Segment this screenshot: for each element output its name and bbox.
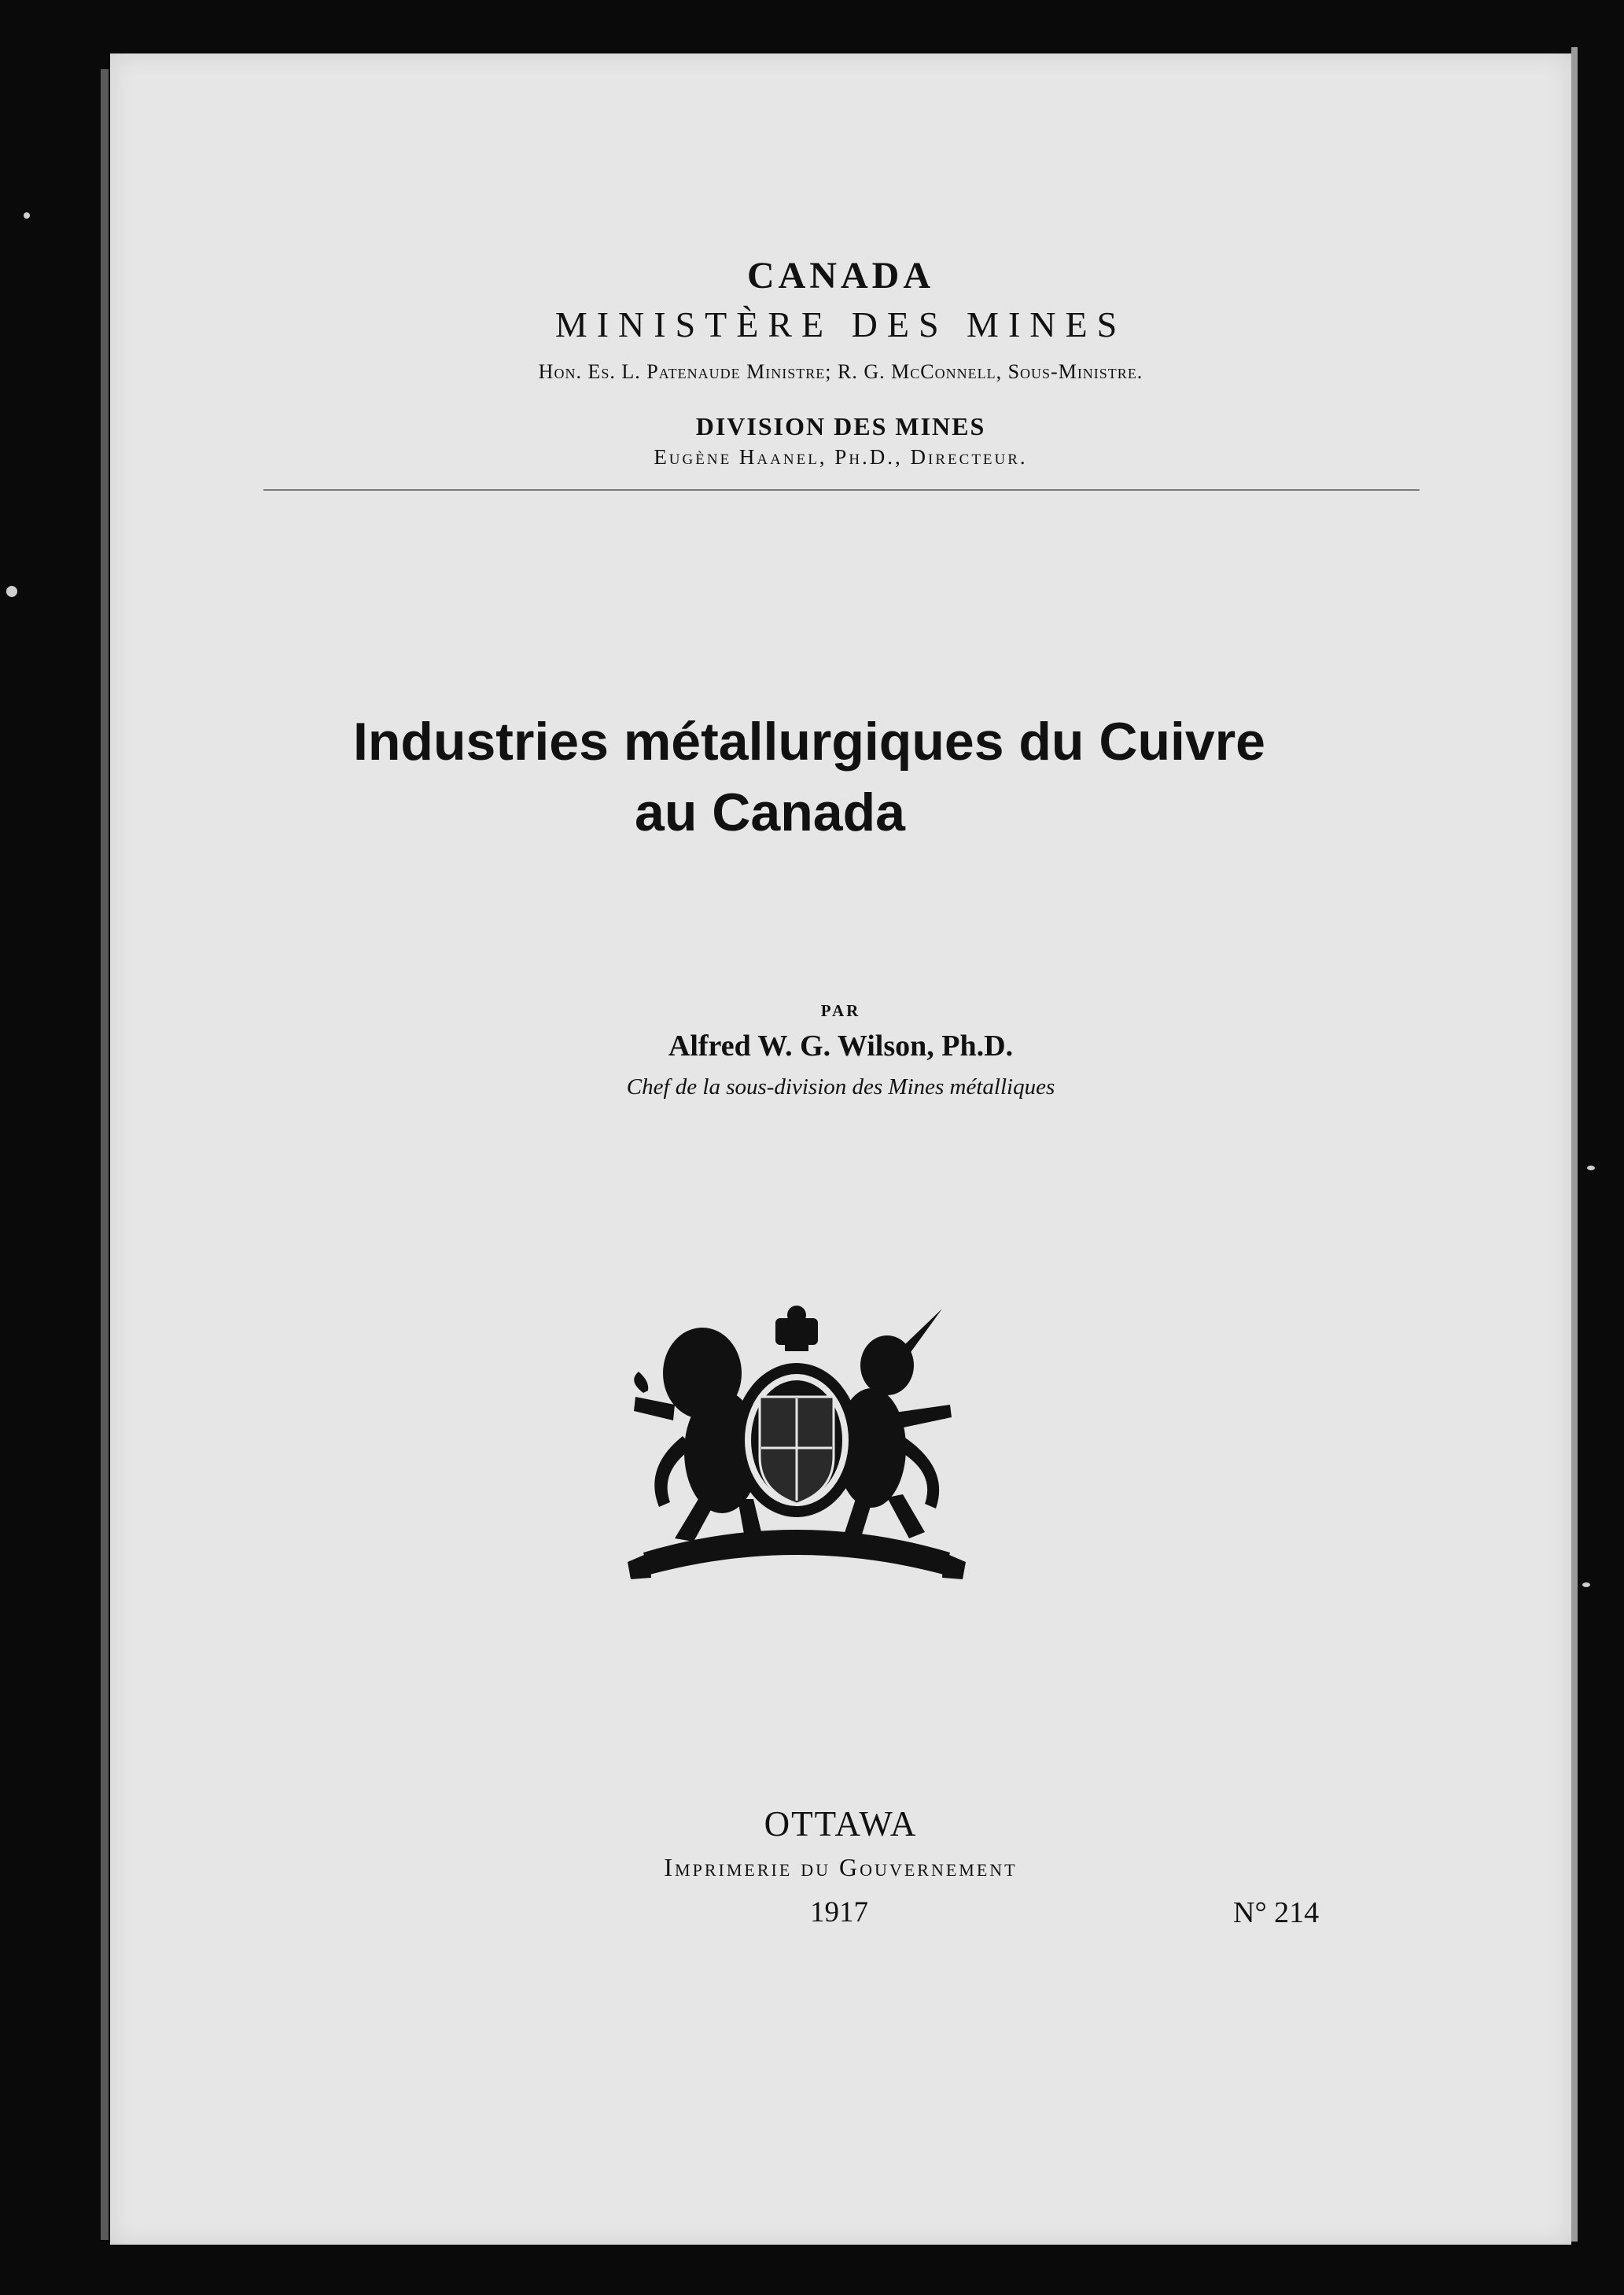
officials-line: Hon. Es. L. Patenaude Ministre; R. G. McConnell, Sous-Ministre.	[538, 360, 1143, 383]
division-heading: DIVISION DES MINES	[695, 412, 986, 440]
director-line: Eugène Haanel, Ph.D., Directeur.	[654, 445, 1028, 469]
film-speck	[1582, 1582, 1590, 1587]
document-page	[110, 53, 1571, 2245]
ministry-heading: MINISTÈRE DES MINES	[554, 304, 1127, 344]
publication-number: N° 214	[1233, 1896, 1320, 1929]
document-title-line-1: Industries métallurgiques du Cuivre	[352, 712, 1266, 772]
film-speck	[1587, 1166, 1595, 1170]
imprint-city: OTTAWA	[764, 1804, 918, 1844]
country-heading: CANADA	[747, 255, 934, 297]
page-edge-right	[1571, 47, 1578, 2242]
imprint-printer: Imprimerie du Gouvernement	[664, 1853, 1018, 1881]
document-title-line-2: au Canada	[635, 783, 905, 842]
royal-coat-of-arms-icon	[628, 1302, 966, 1587]
by-label: PAR	[820, 1001, 861, 1020]
author-name: Alfred W. G. Wilson, Ph.D.	[668, 1030, 1014, 1063]
header-rule	[263, 489, 1420, 491]
imprint-year: 1917	[810, 1896, 868, 1928]
film-speck	[6, 586, 17, 597]
author-role: Chef de la sous-division des Mines métalliques	[626, 1074, 1055, 1100]
film-speck	[24, 212, 30, 219]
page-edge-left	[101, 69, 109, 2240]
